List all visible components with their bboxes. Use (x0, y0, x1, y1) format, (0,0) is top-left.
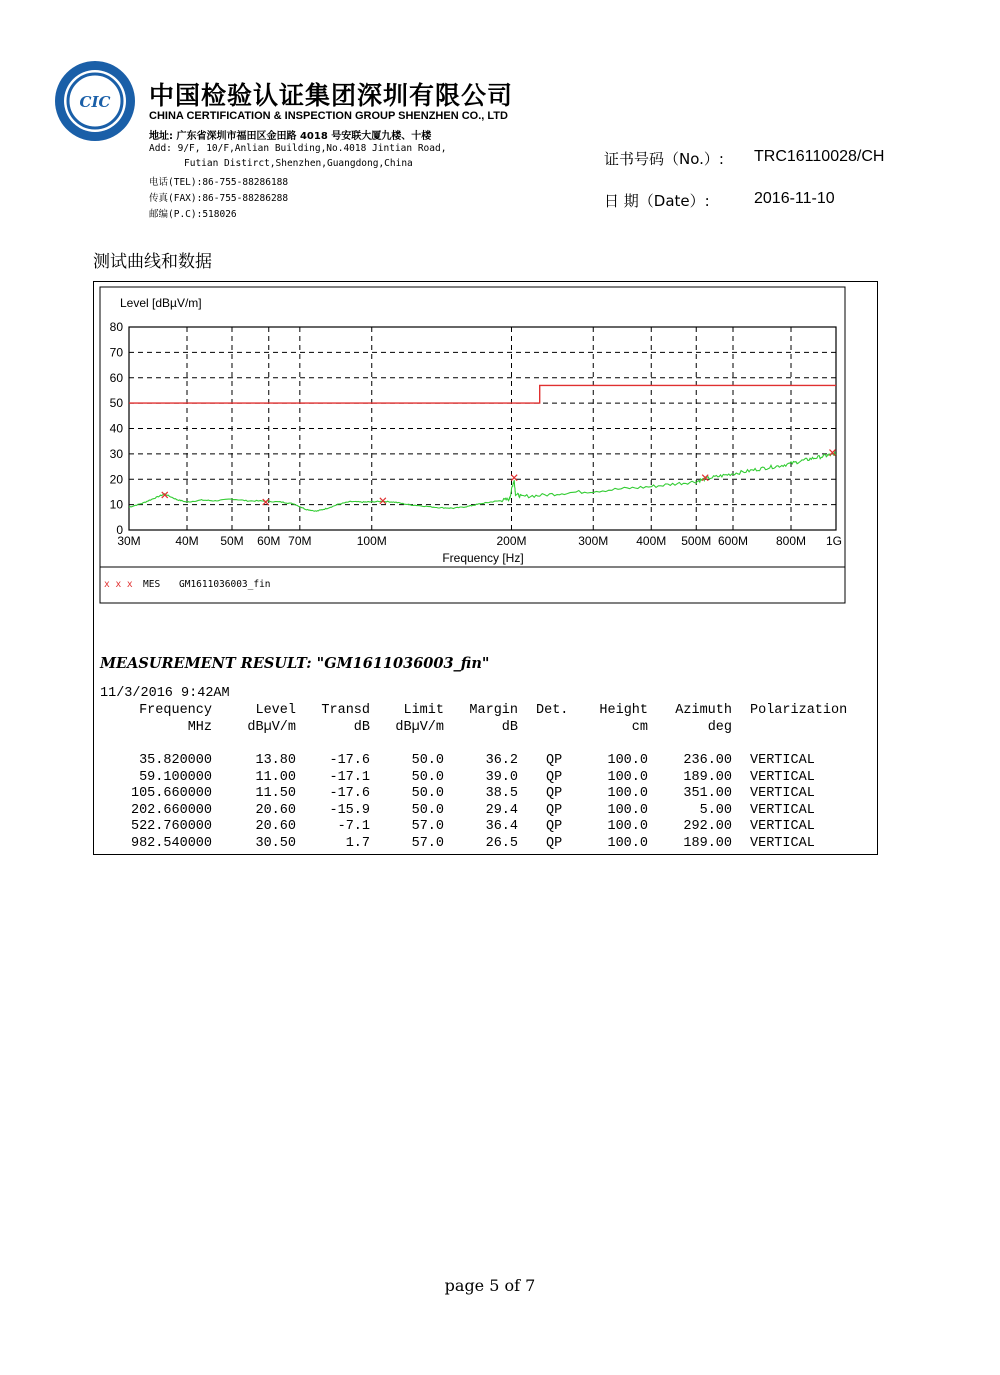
col-header-level: Level (255, 703, 296, 718)
cell-transd: -17.6 (329, 753, 370, 768)
cell-azimuth: 189.00 (683, 836, 732, 851)
cell-polarization: VERTICAL (750, 786, 815, 802)
cert-number: TRC16110028/CH (754, 148, 885, 165)
cell-azimuth: 236.00 (683, 753, 732, 768)
cell-polarization: VERTICAL (750, 802, 815, 818)
postcode: 邮编(P.C):518026 (149, 209, 237, 220)
col-header-polarization: Polarization (750, 703, 848, 718)
cell-polarization: VERTICAL (750, 769, 815, 785)
x-tick-label: 50M (220, 534, 244, 548)
cell-level: 20.60 (255, 802, 296, 818)
col-header-limit: Limit (403, 703, 444, 718)
cell-level: 20.60 (255, 819, 296, 835)
y-tick-label: 80 (109, 320, 123, 334)
date-label: 日 期（Date）: (604, 192, 710, 210)
cell-det: QP (546, 836, 563, 851)
x-tick-label: 40M (175, 534, 199, 548)
x-tick-label: 300M (578, 534, 609, 548)
cell-limit: 57.0 (411, 819, 444, 835)
x-tick-label: 70M (288, 534, 312, 548)
measurement-title: MEASUREMENT RESULT: "GM1611036003_fin" (100, 655, 490, 672)
x-tick-label: 100M (356, 534, 387, 548)
col-header-height: Height (599, 703, 648, 718)
cell-margin: 38.5 (485, 786, 518, 802)
y-axis-label: Level [dBµV/m] (120, 296, 202, 310)
cell-margin: 29.4 (485, 802, 518, 818)
x-axis-label: Frequency [Hz] (442, 551, 524, 565)
cell-limit: 50.0 (411, 769, 444, 785)
col-header-det: Det. (536, 703, 569, 718)
unit-azimuth: deg (707, 720, 732, 735)
x-tick-label: 60M (257, 534, 281, 548)
cell-height: 100.0 (607, 769, 648, 785)
cell-det: QP (546, 753, 563, 768)
cell-polarization: VERTICAL (750, 753, 815, 768)
cell-margin: 36.4 (485, 819, 518, 835)
cell-limit: 50.0 (411, 802, 444, 818)
legend-marker-glyphs: x x x (104, 579, 133, 590)
cell-level: 13.80 (255, 753, 296, 768)
cell-height: 100.0 (607, 753, 648, 768)
cell-transd: -17.1 (329, 769, 370, 785)
cell-level: 11.00 (255, 769, 296, 785)
unit-transd: dB (353, 720, 370, 735)
cell-det: QP (546, 769, 563, 785)
cell-margin: 39.0 (485, 769, 518, 785)
company-name-cn: 中国检验认证集团深圳有限公司 (149, 81, 514, 110)
y-tick-label: 40 (109, 421, 123, 436)
x-tick-label: 600M (717, 534, 749, 548)
y-tick-label: 70 (109, 345, 123, 360)
cell-transd: -15.9 (329, 802, 370, 818)
cell-height: 100.0 (607, 819, 648, 835)
unit-frequency: MHz (187, 720, 212, 735)
cell-azimuth: 292.00 (683, 819, 732, 835)
cell-polarization: VERTICAL (750, 836, 815, 851)
section-title: 测试曲线和数据 (93, 252, 212, 272)
address-en-line1: Add: 9/F, 10/F,Anlian Building,No.4018 Jintian Road, (149, 143, 447, 154)
tel: 电话(TEL):86-755-88286188 (149, 177, 289, 188)
cell-limit: 50.0 (411, 786, 444, 802)
cell-frequency: 35.820000 (139, 753, 212, 768)
cell-frequency: 105.660000 (130, 786, 212, 802)
measurement-marker (511, 475, 517, 481)
cic-logo (53, 59, 137, 143)
measurement-marker (702, 475, 708, 481)
unit-height: cm (631, 720, 648, 735)
cell-level: 30.50 (255, 836, 296, 851)
cell-height: 100.0 (607, 836, 648, 851)
cell-frequency: 982.540000 (130, 836, 212, 851)
cell-det: QP (546, 786, 563, 802)
emission-trace (129, 452, 836, 511)
cert-number-label: 证书号码（No.）: (604, 150, 724, 168)
y-tick-label: 60 (109, 370, 123, 385)
company-name-en: CHINA CERTIFICATION & INSPECTION GROUP SHENZHEN CO., LTD (149, 110, 508, 122)
cell-transd: -7.1 (337, 819, 370, 835)
cell-det: QP (546, 819, 563, 835)
x-tick-label: 1G (825, 534, 843, 548)
cell-transd: -17.6 (329, 786, 370, 802)
cell-height: 100.0 (607, 802, 648, 818)
y-tick-label: 10 (109, 497, 123, 512)
cell-margin: 26.5 (485, 836, 518, 851)
cell-polarization: VERTICAL (750, 819, 815, 835)
emission-chart (93, 281, 878, 611)
limit-line (129, 385, 836, 403)
y-tick-label: 30 (109, 446, 123, 461)
logo-text: CIC (79, 93, 111, 111)
page-number: page 5 of 7 (444, 1276, 536, 1295)
col-header-azimuth: Azimuth (675, 703, 732, 718)
cell-margin: 36.2 (485, 753, 518, 768)
x-tick-label: 500M (681, 534, 712, 548)
x-tick-label: 800M (775, 534, 807, 548)
cell-limit: 50.0 (411, 753, 444, 768)
unit-limit: dBµV/m (395, 720, 444, 735)
cell-level: 11.50 (255, 786, 296, 802)
cell-frequency: 202.660000 (130, 802, 212, 818)
measurement-datetime: 11/3/2016 9:42AM (100, 686, 230, 701)
cell-azimuth: 351.00 (683, 786, 732, 802)
y-tick-label: 50 (109, 396, 123, 411)
report-date: 2016-11-10 (754, 190, 835, 207)
col-header-margin: Margin (469, 703, 518, 718)
legend-label: MES (143, 579, 161, 590)
x-tick-label: 30M (117, 534, 141, 548)
col-header-frequency: Frequency (139, 703, 212, 718)
x-tick-label: 400M (636, 534, 667, 548)
cell-azimuth: 5.00 (699, 802, 732, 818)
unit-level: dBµV/m (247, 720, 296, 735)
cell-azimuth: 189.00 (683, 769, 732, 785)
cell-limit: 57.0 (411, 836, 444, 851)
cell-frequency: 522.760000 (130, 819, 212, 835)
cell-det: QP (546, 802, 563, 818)
address-cn: 地址: 广东省深圳市福田区金田路 4018 号安联大厦九楼、十楼 (149, 131, 432, 142)
x-tick-label: 200M (496, 534, 527, 548)
cell-transd: 1.7 (345, 836, 370, 851)
unit-margin: dB (501, 720, 518, 735)
col-header-transd: Transd (321, 703, 370, 718)
address-en-line2: Futian Distirct,Shenzhen,Guangdong,China (184, 158, 413, 169)
cell-frequency: 59.100000 (139, 769, 212, 785)
fax: 传真(FAX):86-755-88286288 (149, 193, 289, 204)
y-tick-label: 0 (116, 523, 123, 537)
cell-height: 100.0 (607, 786, 648, 802)
y-tick-label: 20 (109, 472, 123, 487)
legend-file: GM1611036003_fin (179, 579, 271, 590)
